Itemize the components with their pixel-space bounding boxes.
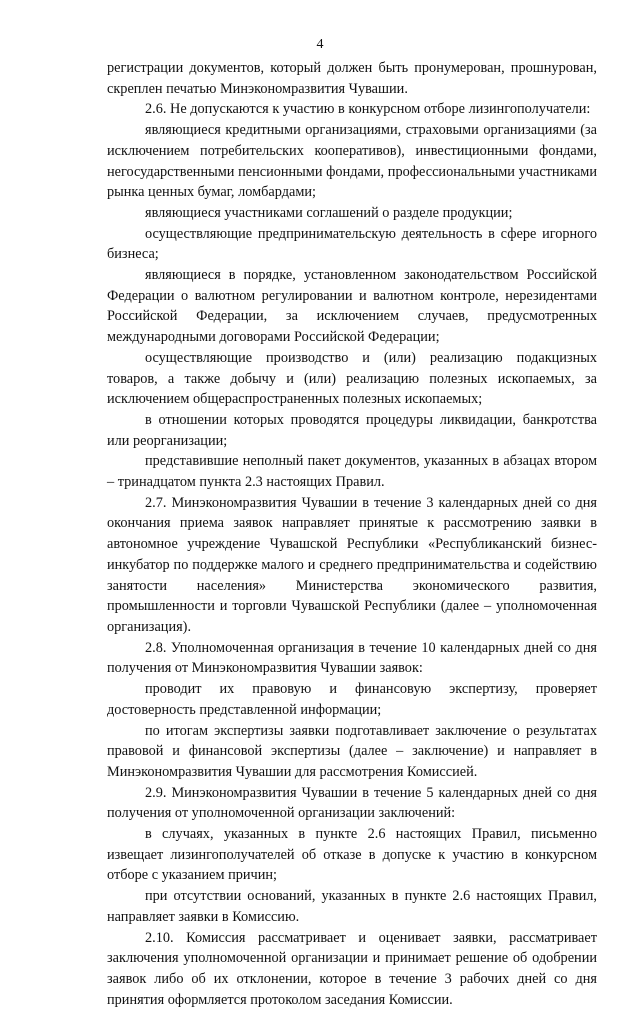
paragraph: 2.6. Не допускаются к участию в конкурсном отборе лизингополучатели: — [145, 101, 591, 118]
paragraph: по итогам экспертизы заявки подготавливает заключение о результатах правовой и финансовой экспертизы (далее – заключение) и направляет в Минэкономразвития Чувашии для рассмотрения Комиссией. — [107, 722, 597, 780]
paragraph: являющиеся кредитными организациями, страховыми организациями (за исключением потребительских кооперативов), инвестиционными фондами, негосударственными пенсионными фондами, профессиональными участниками рынка ценных бумаг, ломбардами; — [107, 122, 597, 201]
paragraph: 2.7. Минэкономразвития Чувашии в течение 3 календарных дней со дня окончания приема заявок направляет принятые к рассмотрению заявки в автономное учреждение Чувашской Республики «Республиканский бизнес-инкубатор по поддержке малого и среднего предпринимательства и содействию занятости населения» Министерства экономического развития, промышленности и торговли Чувашской Республики (далее – уполномоченная организация). — [107, 494, 597, 635]
paragraph: осуществляющие предпринимательскую деятельность в сфере игорного бизнеса; — [107, 225, 597, 263]
paragraph: проводит их правовую и финансовую экспертизу, проверяет достоверность представленной информации; — [107, 681, 597, 718]
paragraph: в отношении которых проводятся процедуры ликвидации, банкротства или реорганизации; — [107, 411, 597, 449]
paragraph: представившие неполный пакет документов, указанных в абзацах втором – тринадцатом пункта 2.3 настоящих Правил. — [107, 453, 597, 491]
paragraph: в случаях, указанных в пункте 2.6 настоящих Правил, письменно извещает лизингополучателей об отказе в допуске к участию в конкурсном отборе с указанием причин; — [107, 826, 597, 884]
paragraph: 2.9. Минэкономразвития Чувашии в течение 5 календарных дней со дня получения от уполномоченной организации заключений: — [107, 784, 597, 822]
paragraph: регистрации документов, который должен быть пронумерован, прошнурован, скреплен печатью Минэкономразвития Чувашии. — [107, 60, 597, 97]
page-number: 4 — [316, 37, 324, 52]
paragraph: осуществляющие производство и (или) реализацию подакцизных товаров, а также добычу и (или) реализацию полезных ископаемых, за исключением общераспространенных полезных ископаемых; — [107, 349, 597, 408]
paragraph: при отсутствии оснований, указанных в пункте 2.6 настоящих Правил, направляет заявки в Комиссию. — [107, 888, 597, 925]
document-body — [107, 58, 597, 1010]
paragraph: 2.8. Уполномоченная организация в течение 10 календарных дней со дня получения от Минэкономразвития Чувашии заявок: — [107, 639, 597, 677]
paragraph: являющиеся в порядке, установленном законодательством Российской Федерации о валютном регулировании и валютном контроле, нерезидентами Российской Федерации, за исключением случаев, предусмотренных международными договорами Российской Федерации; — [107, 267, 597, 346]
paragraph: 2.10. Комиссия рассматривает и оценивает заявки, рассматривает заключения уполномоченной организации и принимает решение об одобрении заявок либо об их отклонении, которое в течение 3 рабочих дней со дня принятия оформляется протоколом заседания Комиссии. — [107, 929, 597, 1008]
paragraph: являющиеся участниками соглашений о разделе продукции; — [145, 204, 513, 221]
